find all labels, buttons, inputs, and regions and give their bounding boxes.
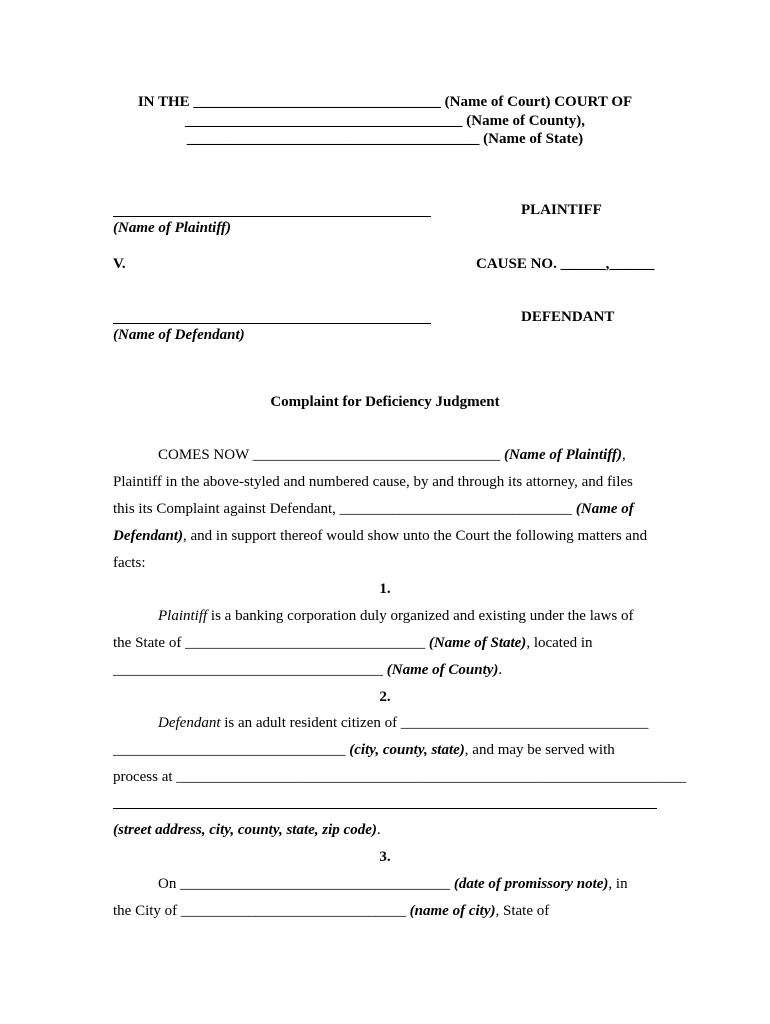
defendant-label: DEFENDANT [521, 309, 615, 325]
section-1-line-3 [113, 662, 502, 679]
intro-line-3 [113, 501, 634, 518]
section-2-city-placeholder: (city, county, state) [349, 742, 465, 758]
section-2-line-2 [113, 742, 615, 759]
section-2-served-with: , and may be served with [464, 742, 615, 758]
caption-line-state: _______________________________________ (Name of State) [186, 131, 584, 147]
section-2-line-3: process at ____________________________________________________________________ [113, 769, 687, 785]
intro-support: , and in support thereof would show unto the Court the following matters and [183, 528, 648, 544]
section-3-line-1 [158, 876, 628, 893]
defendant-signature-line [113, 323, 431, 324]
section-1-located-in: , located in [526, 635, 593, 651]
intro-line-4 [113, 528, 647, 545]
intro-comma: , [622, 447, 626, 463]
section-1-line-2 [113, 635, 593, 652]
intro-comes-now: COMES NOW _________________________________ [158, 447, 504, 463]
section-2-resident: is an adult resident citizen of _________________________________ [220, 715, 649, 731]
document-title: Complaint for Deficiency Judgment [270, 394, 500, 410]
section-3-city-of: the City of ______________________________ [113, 903, 410, 919]
plaintiff-name-placeholder: (Name of Plaintiff) [113, 220, 232, 236]
intro-line-1 [158, 447, 626, 464]
versus-label: V. [113, 256, 126, 272]
section-1-state-placeholder: (Name of State) [428, 635, 527, 651]
section-2-period: . [376, 822, 381, 838]
section-3-line-2 [113, 903, 549, 920]
defendant-name-placeholder: (Name of Defendant) [113, 327, 245, 343]
section-1-county-blank: ____________________________________ [113, 662, 387, 678]
section-3-on: On ____________________________________ [158, 876, 454, 892]
section-2-line-4 [113, 822, 381, 839]
section-3-in: , in [608, 876, 628, 892]
section-1-county-placeholder: (Name of County) [386, 662, 499, 678]
section-2-defendant: Defendant [158, 715, 221, 731]
cause-number: CAUSE NO. ______,______ [476, 256, 655, 272]
section-1-line-1 [158, 608, 633, 625]
plaintiff-label: PLAINTIFF [521, 202, 602, 218]
intro-plaintiff-placeholder: (Name of Plaintiff) [503, 447, 623, 463]
intro-line-2: Plaintiff in the above-styled and numbered cause, by and through its attorney, and files [113, 474, 633, 490]
section-1-period: . [498, 662, 503, 678]
section-2-line-1 [158, 715, 648, 732]
section-1-banking: is a banking corporation duly organized and existing under the laws of [207, 608, 634, 624]
section-1-state-of: the State of ________________________________ [113, 635, 429, 651]
intro-defendant-placeholder-a: (Name of [575, 501, 634, 517]
section-3-date-placeholder: (date of promissory note) [453, 876, 609, 892]
section-2-city-blank: _______________________________ [113, 742, 350, 758]
section-3-number: 3. [379, 849, 391, 865]
plaintiff-signature-line [113, 216, 431, 217]
section-3-city-placeholder: (name of city) [409, 903, 496, 919]
caption-line-court: IN THE _________________________________ (Name of Court) COURT OF [137, 94, 633, 110]
section-2-address-line [113, 808, 657, 809]
section-3-state-of: , State of [495, 903, 550, 919]
caption-line-county: _____________________________________ (Name of County), [185, 113, 585, 129]
section-1-plaintiff: Plaintiff [158, 608, 208, 624]
section-2-address-placeholder: (street address, city, county, state, zip code) [113, 822, 377, 838]
intro-line-5: facts: [113, 555, 146, 571]
section-1-number: 1. [379, 581, 391, 597]
intro-defendant-placeholder-b: Defendant) [113, 528, 183, 544]
intro-against-defendant: this its Complaint against Defendant, _______________________________ [113, 501, 576, 517]
section-2-number: 2. [379, 689, 391, 705]
